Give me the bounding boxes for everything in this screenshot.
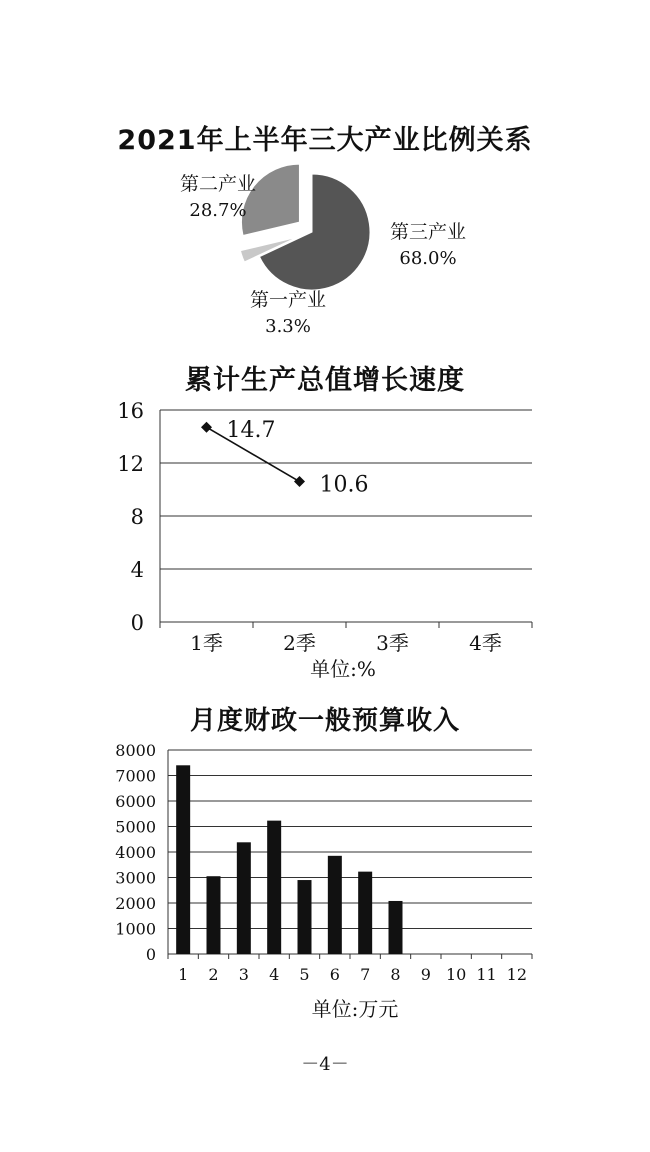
line-chart-title: 累计生产总值增长速度 <box>185 365 465 396</box>
line-y-tick-label: 12 <box>117 452 144 476</box>
bar-x-tick-label: 11 <box>476 965 497 984</box>
bar-chart-unit: 单位:万元 <box>311 997 399 1021</box>
bar-x-tick-label: 5 <box>299 965 310 984</box>
bar-y-tick-label: 2000 <box>115 894 156 913</box>
pie-chart-title: 2021年上半年三大产业比例关系 <box>117 125 533 156</box>
bar-3 <box>237 842 251 954</box>
bar-7 <box>358 872 372 954</box>
bar-x-tick-label: 10 <box>445 965 467 984</box>
bar-y-tick-label: 4000 <box>115 843 156 862</box>
line-data-label: 14.7 <box>226 418 276 444</box>
line-point <box>201 422 212 433</box>
line-y-tick-label: 8 <box>130 505 144 529</box>
pie-slice-name-1: 第三产业 <box>389 221 467 243</box>
pie-chart <box>0 160 650 360</box>
bar-6 <box>328 856 342 954</box>
bar-x-tick-label: 6 <box>329 965 340 984</box>
bar-y-tick-label: 1000 <box>115 919 156 939</box>
bar-x-tick-label: 9 <box>420 965 431 984</box>
bar-chart-title: 月度财政一般预算收入 <box>189 706 460 736</box>
bar-y-tick-label: 0 <box>145 945 156 964</box>
bar-x-tick-label: 3 <box>238 965 249 984</box>
line-y-tick-label: 0 <box>130 611 144 635</box>
bar-8 <box>389 901 403 954</box>
bar-x-tick-label: 8 <box>390 965 401 984</box>
bar-x-tick-label: 1 <box>178 965 189 984</box>
bar-chart <box>0 738 650 998</box>
bar-y-tick-label: 8000 <box>115 741 156 760</box>
bar-4 <box>267 821 281 954</box>
pie-slice-label-1: 68.0% <box>399 248 457 269</box>
line-point <box>294 476 305 487</box>
bar-x-tick-label: 2 <box>208 965 219 984</box>
page-number: －4－ <box>301 1054 349 1075</box>
pie-slice-name-2: 第一产业 <box>249 289 327 311</box>
pie-slice-name-3: 第二产业 <box>179 173 257 195</box>
bar-2 <box>207 876 221 954</box>
bar-5 <box>298 880 312 954</box>
bar-x-tick-label: 7 <box>360 965 371 984</box>
line-x-tick-label: 3季 <box>376 631 409 655</box>
line-x-tick-label: 4季 <box>469 631 502 655</box>
bar-x-tick-label: 12 <box>506 965 528 984</box>
line-x-tick-label: 1季 <box>190 631 223 655</box>
line-y-tick-label: 4 <box>130 558 144 582</box>
line-y-tick-label: 16 <box>117 399 144 423</box>
line-chart <box>0 395 650 655</box>
line-chart-unit: 单位:% <box>310 657 376 681</box>
bar-x-tick-label: 4 <box>269 965 280 984</box>
bar-y-tick-label: 6000 <box>115 792 156 811</box>
line-x-tick-label: 2季 <box>283 631 316 655</box>
line-data-label: 10.6 <box>319 472 369 498</box>
bar-y-tick-label: 7000 <box>115 766 156 786</box>
bar-1 <box>176 765 190 954</box>
pie-slice-label-3: 28.7% <box>189 200 247 221</box>
bar-y-tick-label: 5000 <box>115 817 156 837</box>
bar-y-tick-label: 3000 <box>115 868 156 888</box>
pie-slice-label-2: 3.3% <box>265 316 311 337</box>
